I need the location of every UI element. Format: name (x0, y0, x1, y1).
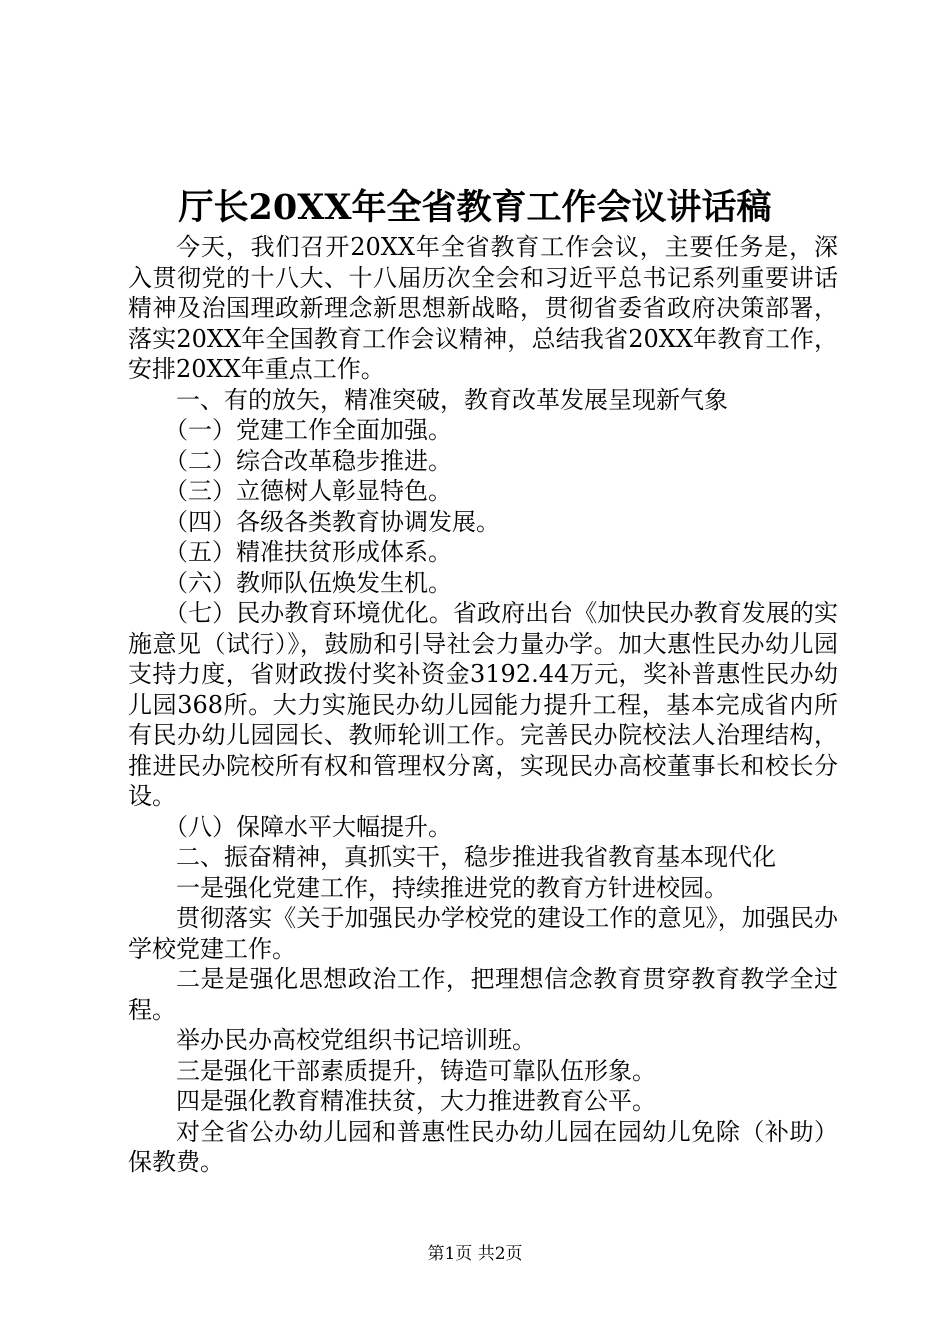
paragraph: 举办民办高校党组织书记培训班。 (176, 1026, 536, 1054)
paragraph-intro: 今天，我们召开20XX年全省教育工作会议，主要任务是，深入贯彻党的十八大、十八届历次全会和习近平总书记系列重要讲话精神及治国理政新理念新思想新战略，贯彻省委省政府决策部署，落实20XX年全国教育工作会议精神，总结我省20XX年教育工作，安排20XX年重点工作。 (128, 233, 838, 383)
document-body (128, 232, 838, 1178)
document-title: 厅长20XX年全省教育工作会议讲话稿 (178, 187, 772, 228)
paragraph: 二是是强化思想政治工作，把理想信念教育贯穿教育教学全过程。 (128, 965, 838, 1024)
section-heading-2: 二、振奋精神，真抓实干，稳步推进我省教育基本现代化 (176, 843, 776, 871)
list-item: （二）综合改革稳步推进。 (164, 446, 452, 475)
paragraph: 对全省公办幼儿园和普惠性民办幼儿园在园幼儿免除（补助）保教费。 (128, 1117, 838, 1176)
paragraph: 贯彻落实《关于加强民办学校党的建设工作的意见》，加强民办学校党建工作。 (128, 904, 838, 963)
paragraph: 一是强化党建工作，持续推进党的教育方针进校园。 (176, 873, 728, 902)
list-item: （四）各级各类教育协调发展。 (164, 507, 500, 536)
paragraph: 四是强化教育精准扶贫，大力推进教育公平。 (176, 1087, 656, 1115)
list-item: （五）精准扶贫形成体系。 (164, 538, 452, 566)
list-item: （三）立德树人彰显特色。 (164, 477, 452, 505)
section-heading-1: 一、有的放矢，精准突破，教育改革发展呈现新气象 (176, 385, 728, 414)
list-item: （八）保障水平大幅提升。 (164, 812, 452, 841)
list-item: （六）教师队伍焕发生机。 (164, 568, 452, 597)
list-item: （一）党建工作全面加强。 (164, 416, 452, 444)
page-number-footer: 第1页 共2页 (427, 1244, 523, 1264)
paragraph: 三是强化干部素质提升，铸造可靠队伍形象。 (176, 1056, 656, 1085)
paragraph-private-education: （七）民办教育环境优化。省政府出台《加快民办教育发展的实施意见（试行）》，鼓励和引导社会力量办学。加大惠性民办幼儿园支持力度，省财政拨付奖补资金3192.44万元，奖补普惠性民办幼儿园368所。大力实施民办幼儿园能力提升工程，基本完成省内所有民办幼儿园园长、教师轮训工作。完善民办院校法人治理结构，推进民办院校所有权和管理权分离，实现民办高校董事长和校长分设。 (128, 599, 838, 810)
